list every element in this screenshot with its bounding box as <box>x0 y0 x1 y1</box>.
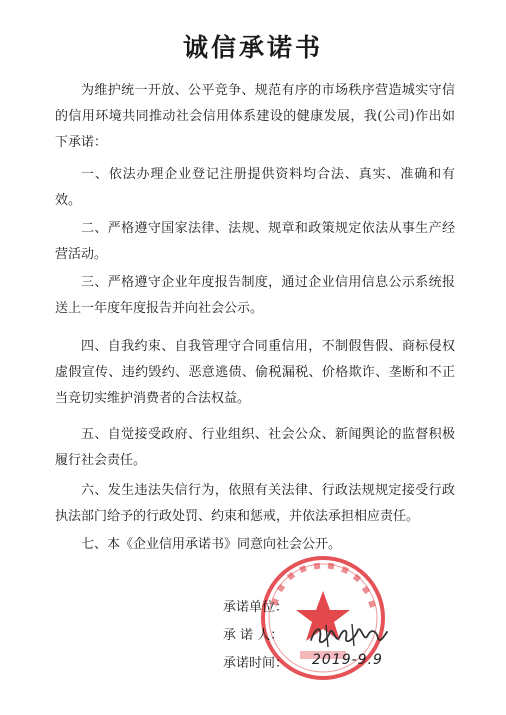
commitment-item-7: 七、本《企业信用承诺书》同意向社会公开。 <box>81 537 342 552</box>
intro-paragraph: 为维护统一开放、公平竞争、规范有序的市场秩序营造城实守信的信用环境共同推动社会信用体系建设的健康发展，我(公司)作出如下承诺： <box>55 83 455 150</box>
person-label: 承 诺 人： <box>223 628 284 643</box>
commitment-item-5: 五、自觉接受政府、行业组织、社会公众、新闻舆论的监督积极履行社会责任。 <box>55 427 455 468</box>
commitment-item-6: 六、发生违法失信行为，依照有关法律、行政法规规定接受行政执法部门给予的行政处罚、约束和惩戒，并依法承担相应责任。 <box>55 483 455 524</box>
commitment-item-2: 二、严格遵守国家法律、法规、规章和政策规定依法从事生产经营活动。 <box>55 221 455 262</box>
date-label: 承诺时间： <box>223 656 289 671</box>
handwritten-signature-icon <box>308 620 390 650</box>
signed-date: 2019-9.9 <box>312 652 383 668</box>
sign-date-row <box>223 652 296 671</box>
commitment-item-3: 三、严格遵守企业年度报告制度，通过企业信用信息公示系统报送上一年度年度报告并向社会公示。 <box>55 275 455 316</box>
sign-person-row <box>223 624 296 643</box>
unit-label: 承诺单位： <box>223 600 289 615</box>
document-title: 诚信承诺书 <box>182 33 323 62</box>
commitment-item-4: 四、自我约束、自我管理守合同重信用，不制假售假、商标侵权虚假宣传、违约毁约、恶意逃债、偷税漏税、价格欺诈、垄断和不正当竞切实维护消费者的合法权益。 <box>55 339 455 406</box>
commitment-item-1: 一、依法办理企业登记注册提供资料均合法、真实、准确和有效。 <box>55 167 455 208</box>
sign-unit-row <box>223 596 296 615</box>
